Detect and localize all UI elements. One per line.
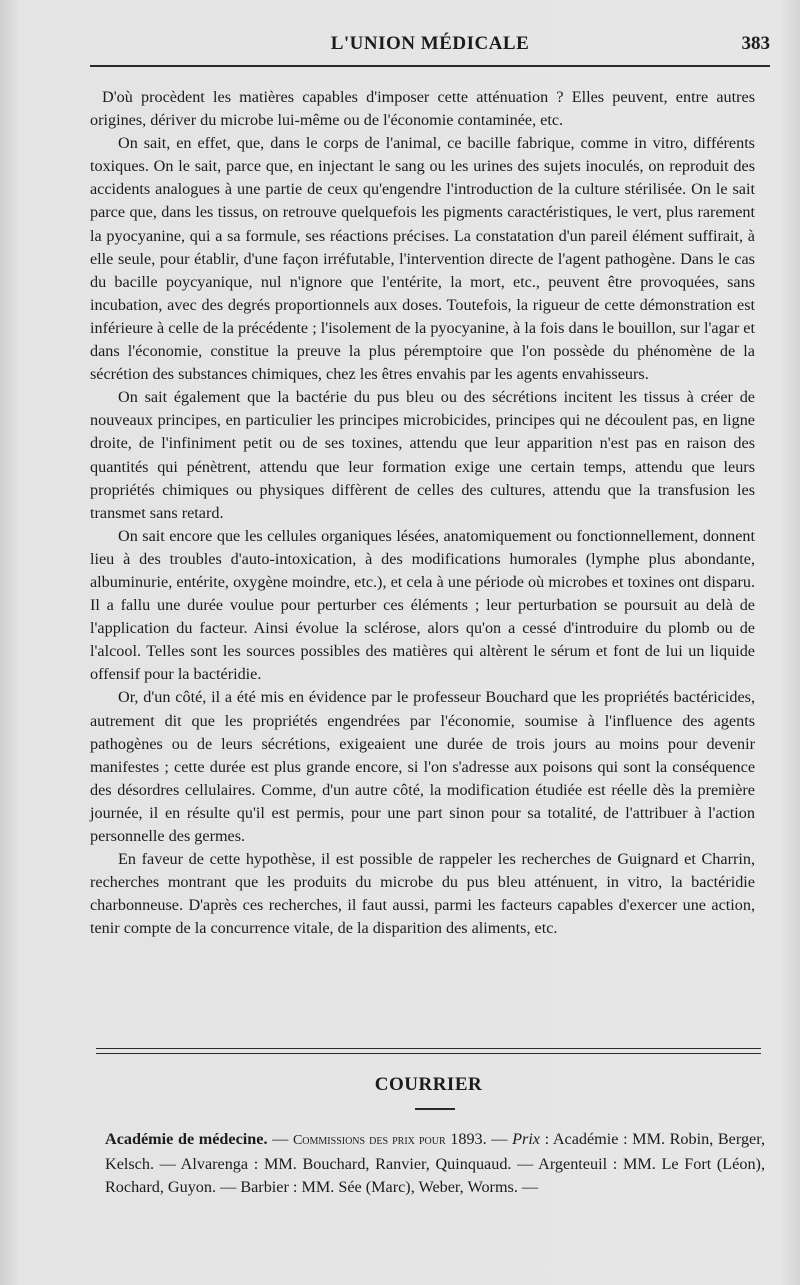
- courrier-paragraph: [105, 1128, 765, 1200]
- paragraph: On sait, en effet, que, dans le corps de l'animal, ce bacille fabrique, comme in vitro, différents toxiques. On le sait, parce que, en injectant le sang ou les urines des sujets inoculés, on reproduit des accidents analogues à une partie de ceux qu'engendre l'introduction de la culture stérilisée. On le sait parce que, dans les tissus, on retrouve quelquefois les pigments caractéristiques, le vert, plus rarement la pyocyanine, qui a sa formule, ses réactions précises. La constatation d'un pareil élément suffirait, à elle seule, pour établir, d'une façon irréfutable, l'intervention directe de l'agent pathogène. Dans le cas du bacille poycyanique, nul n'ignore que l'entérite, la mort, etc., peuvent être provoquées, sans incubation, avec des degrés proportionnels aux doses. Toutefois, la rigueur de cette démonstration est inférieure à celle de la précédente ; l'isolement de la pyocyanine, à la fois dans le bouillon, sur l'agar et dans l'économie, constitue la preuve la plus péremptoire que l'on possède du phénomène de la sécrétion des substances chimiques, chez les êtres envahis par les agents envahisseurs.: [90, 134, 755, 384]
- paragraph: D'où procèdent les matières capables d'imposer cette atténuation ? Elles peuvent, entre autres origines, dériver du microbe lui-même ou de l'économie contaminée, etc.: [90, 88, 755, 130]
- section-divider: [96, 1048, 761, 1054]
- courrier-text: : Académie : MM. Robin, Berger, Kelsch. — Alvarenga : MM. Bouchard, Ranvier, Quinquaud. — Argenteuil : MM. Le Fort (Léon), Rochard, Guyon. — Barbier : MM. Sée (Marc), Weber, Worms. —: [105, 1130, 766, 1196]
- paragraph: On sait également que la bactérie du pus bleu ou des sécrétions incitent les tissus à créer de nouveaux principes, en particulier les principes microbicides, principes qui ne découlent pas, en ligne droite, de l'infiniment petit ou de ses toxines, attendu que leur apparition n'est pas en raison des quantités qui pénètrent, attendu que leur formation exige une certain temps, attendu que leurs propriétés chimiques ou physiques diffèrent de celles des cultures, attendu que la transfusion les transmet sans retard.: [90, 388, 755, 522]
- paragraph: Or, d'un côté, il a été mis en évidence par le professeur Bouchard que les propriétés bactéricides, autrement dit que les propriétés engendrées par l'économie, soumise à l'influence des agents pathogènes ou de leurs sécrétions, exigeaient une durée de trois jours au moins pour devenir manifestes ; cette durée est plus grande encore, si l'on s'adresse aux poisons qui sont la conséquence des désordres cellulaires. Comme, d'un autre côté, la modification étudiée est réelle dès la première journée, il en résulte qu'il est permis, pour une part sinon pour sa totalité, de l'attribuer à l'action personnelle des germes.: [90, 688, 755, 845]
- running-title: L'UNION MÉDICALE: [330, 33, 530, 54]
- courrier-commission: Commissions des prix pour: [292, 1133, 446, 1148]
- courrier-lead: Académie de médecine.: [105, 1130, 268, 1148]
- paragraph: On sait encore que les cellules organiques lésées, anatomiquement ou fonctionnellement, donnent lieu à des troubles d'auto-intoxication, à des modifications humorales (lymphe plus abondante, albuminurie, entérite, oxygène moindre, etc.), et cela à une période où microbes et toxines ont disparu. Il a fallu une durée voulue pour perturber ces éléments ; leur perturbation se poursuit au delà de l'application du facteur. Ainsi évolue la sclérose, alors qu'on a cessé d'introduire du plomb ou de l'alcool. Telles sont les sources possibles des matières qui altèrent le sérum et font de lui un liquide offensif pour la bactéridie.: [90, 526, 755, 684]
- courrier-dash: —: [267, 1130, 293, 1148]
- section-title: COURRIER: [374, 1074, 483, 1095]
- page-number: 383: [741, 33, 770, 54]
- page-header: [90, 30, 770, 60]
- courrier-prize-label: Prix: [512, 1130, 540, 1148]
- paragraph: En faveur de cette hypothèse, il est possible de rappeler les recherches de Guignard et Charrin, recherches montrant que les produits du microbe du pus bleu atténuent, in vitro, la bactéridie charbonneuse. D'après ces recherches, il faut aussi, parmi les facteurs capables d'exercer une action, tenir compte de la concurrence vitale, de la disparition des aliments, etc.: [90, 850, 755, 938]
- article-body: [90, 86, 755, 940]
- header-rule: [90, 65, 770, 67]
- section-title-rule: [415, 1108, 455, 1110]
- courrier-body: [105, 1128, 765, 1200]
- courrier-year: 1893. —: [445, 1130, 513, 1148]
